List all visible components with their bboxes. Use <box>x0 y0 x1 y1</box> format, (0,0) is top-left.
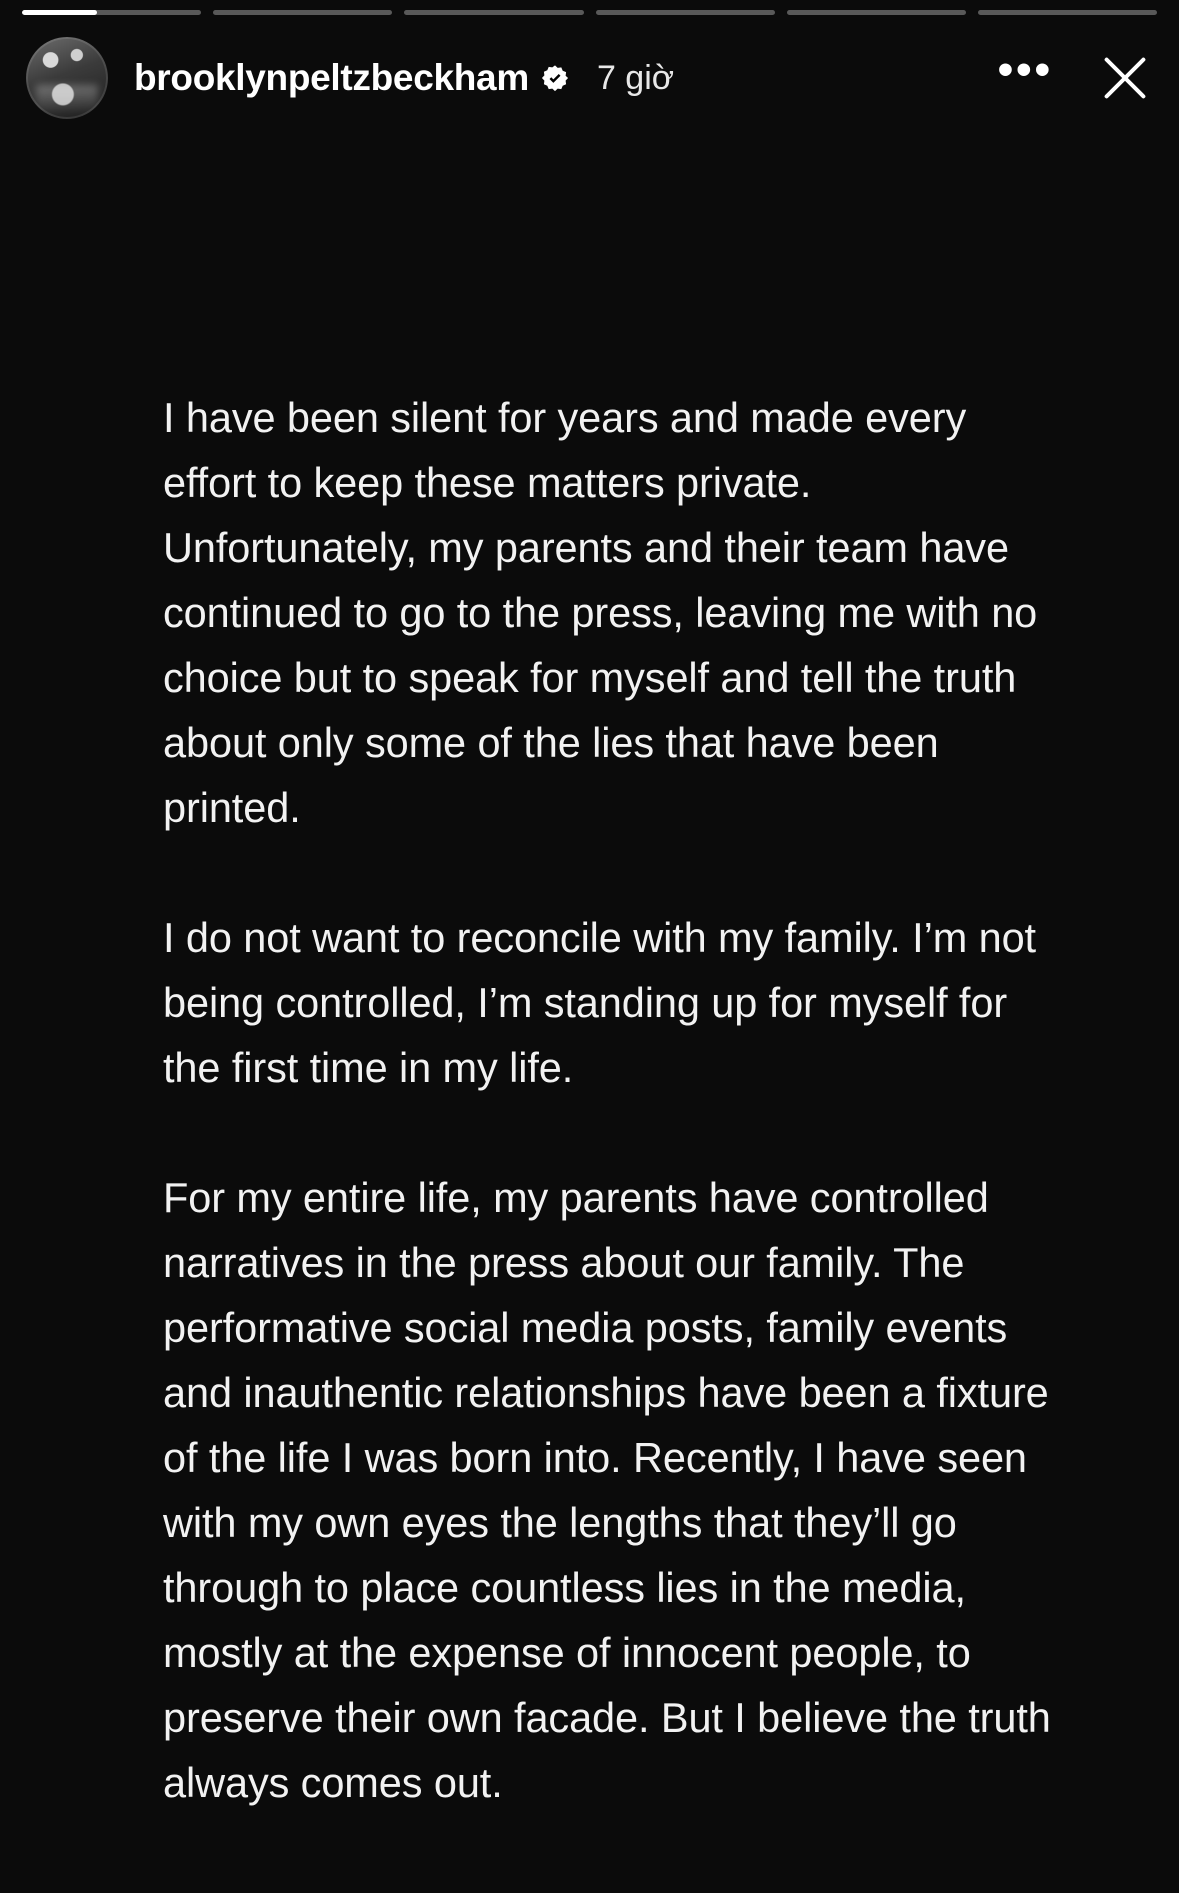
story-text-content <box>163 385 1059 1815</box>
story-paragraph: For my entire life, my parents have controlled narratives in the press about our family. The performative social media posts, family events and inauthentic relationships have been a fixture of the life I was born into. Recently, I have seen with my own eyes the lengths that they’ll go through to place countless lies in the media, mostly at the expense of innocent people, to preserve their own facade. But I believe the truth always comes out. <box>163 1174 1051 1806</box>
progress-segment[interactable] <box>22 10 201 15</box>
story-paragraph: I have been silent for years and made every effort to keep these matters private. Unfortunately, my parents and their team have continued to go to the press, leaving me with no choice but to speak for myself and tell the truth about only some of the lies that have been printed. <box>163 394 1038 831</box>
progress-segment[interactable] <box>787 10 966 15</box>
story-progress-bar <box>22 10 1157 15</box>
progress-segment[interactable] <box>404 10 583 15</box>
avatar[interactable] <box>26 37 108 119</box>
username-label[interactable]: brooklynpeltzbeckham <box>134 57 529 98</box>
progress-segment[interactable] <box>596 10 775 15</box>
story-paragraph: I do not want to reconcile with my family. I’m not being controlled, I’m standing up for myself for the first time in my life. <box>163 914 1036 1091</box>
story-header <box>0 32 1179 124</box>
progress-segment[interactable] <box>213 10 392 15</box>
story-timestamp: 7 giờ <box>596 58 675 97</box>
progress-segment[interactable] <box>978 10 1157 15</box>
progress-segment-fill <box>22 10 97 15</box>
more-options-button[interactable]: ••• <box>997 45 1053 94</box>
close-icon[interactable] <box>1099 52 1151 104</box>
header-actions <box>997 45 1151 104</box>
author-info[interactable] <box>134 57 674 99</box>
verified-badge-icon <box>541 64 569 92</box>
